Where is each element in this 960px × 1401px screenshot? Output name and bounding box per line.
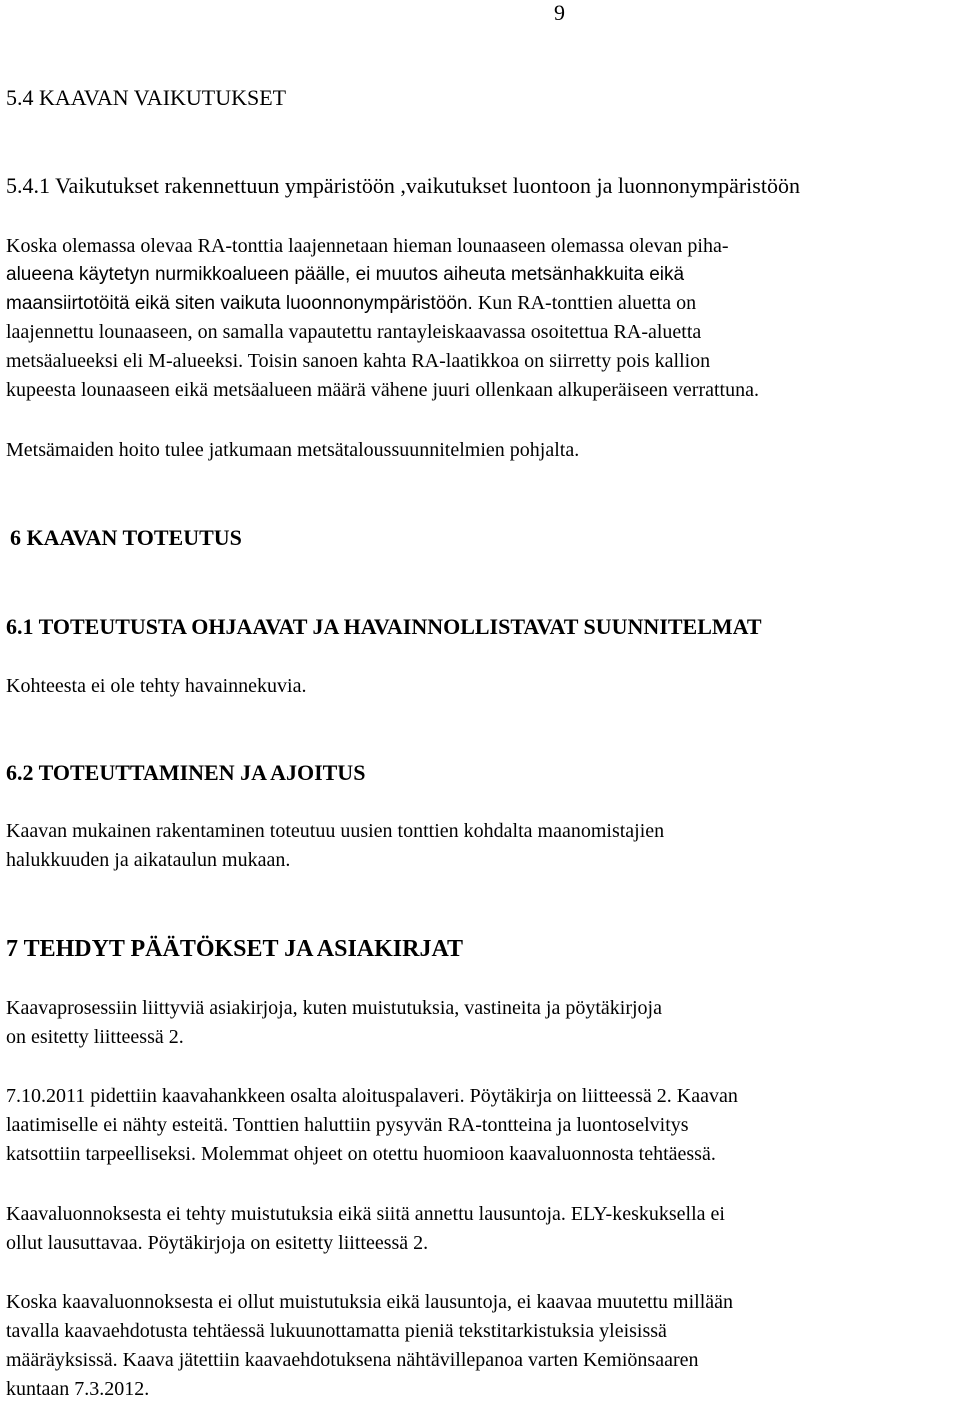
section-6-2-heading: 6.2 TOTEUTTAMINEN JA AJOITUS — [6, 760, 366, 785]
text-line: Koska kaavaluonnoksesta ei ollut muistutuksia eikä lausuntoja, ei kaavaa muutettu millään — [6, 1291, 734, 1313]
text-line: laajennettu lounaaseen, on samalla vapautettu rantayleiskaavassa osoitettua RA-aluetta — [6, 321, 702, 343]
text-line: määräyksissä. Kaava jätettiin kaavaehdotuksena nähtävillepanoa varten Kemiönsaaren — [6, 1349, 699, 1371]
text-line: Kaavan mukainen rakentaminen toteutuu uusien tonttien kohdalta maanomistajien — [6, 820, 665, 842]
text-run: Kun RA-tonttien aluetta on — [472, 292, 697, 314]
text-line: metsäalueeksi eli M-alueeksi. Toisin sanoen kahta RA-laatikkoa on siirretty pois kallion — [6, 350, 711, 372]
text-line: ollut lausuttavaa. Pöytäkirjoja on esitetty liitteessä 2. — [6, 1232, 429, 1254]
text-line: kupeesta lounaaseen eikä metsäalueen määrä vähene juuri ollenkaan alkuperäiseen verrattuna. — [6, 379, 759, 401]
text-line: laatimiselle ei nähty esteitä. Tonttien haluttiin pysyvän RA-tontteina ja luontoselvitys — [6, 1114, 689, 1136]
page-number: 9 — [554, 0, 565, 25]
section-6-1-heading: 6.1 TOTEUTUSTA OHJAAVAT JA HAVAINNOLLISTAVAT SUUNNITELMAT — [6, 614, 762, 639]
text-line: Kaavaluonnoksesta ei tehty muistutuksia eikä siitä annettu lausuntoja. ELY-keskuksella ei — [6, 1203, 725, 1225]
section-7-heading: 7 TEHDYT PÄÄTÖKSET JA ASIAKIRJAT — [6, 936, 464, 962]
text-line: 7.10.2011 pidettiin kaavahankkeen osalta aloituspalaveri. Pöytäkirja on liitteessä 2. Kaavan — [6, 1085, 738, 1107]
text-line: Kaavaprosessiin liittyviä asiakirjoja, kuten muistutuksia, vastineita ja pöytäkirjoja — [6, 997, 662, 1019]
text-line: on esitetty liitteessä 2. — [6, 1026, 184, 1048]
section-6-heading: 6 KAAVAN TOTEUTUS — [10, 525, 242, 550]
section-6-1-text: Kohteesta ei ole tehty havainnekuvia. — [6, 675, 307, 697]
text-line: tavalla kaavaehdotusta tehtäessä lukuunottamatta pieniä tekstitarkistuksia yleisissä — [6, 1320, 667, 1342]
section-5-4-1-paragraph-2: Metsämaiden hoito tulee jatkumaan metsätaloussuunnitelmien pohjalta. — [6, 439, 580, 461]
text-line — [6, 291, 696, 316]
text-run: maansiirtotöitä eikä siten vaikuta luoonnonympäristöön. — [6, 293, 473, 314]
text-line: alueena käytetyn nurmikkoalueen päälle, ei muutos aiheuta metsänhakkuita eikä — [6, 264, 685, 285]
text-line: katsottiin tarpeelliseksi. Molemmat ohjeet on otettu huomioon kaavaluonnosta tehtäessä. — [6, 1143, 716, 1165]
section-5-4-1-heading: 5.4.1 Vaikutukset rakennettuun ympäristöön ,vaikutukset luontoon ja luonnonympäristöön — [6, 173, 800, 198]
text-line: halukkuuden ja aikataulun mukaan. — [6, 849, 291, 871]
text-line: kuntaan 7.3.2012. — [6, 1378, 150, 1400]
text-line: Koska olemassa olevaa RA-tonttia laajennetaan hieman lounaaseen olemassa olevan piha- — [6, 235, 729, 257]
section-5-4-heading: 5.4 KAAVAN VAIKUTUKSET — [6, 85, 287, 110]
